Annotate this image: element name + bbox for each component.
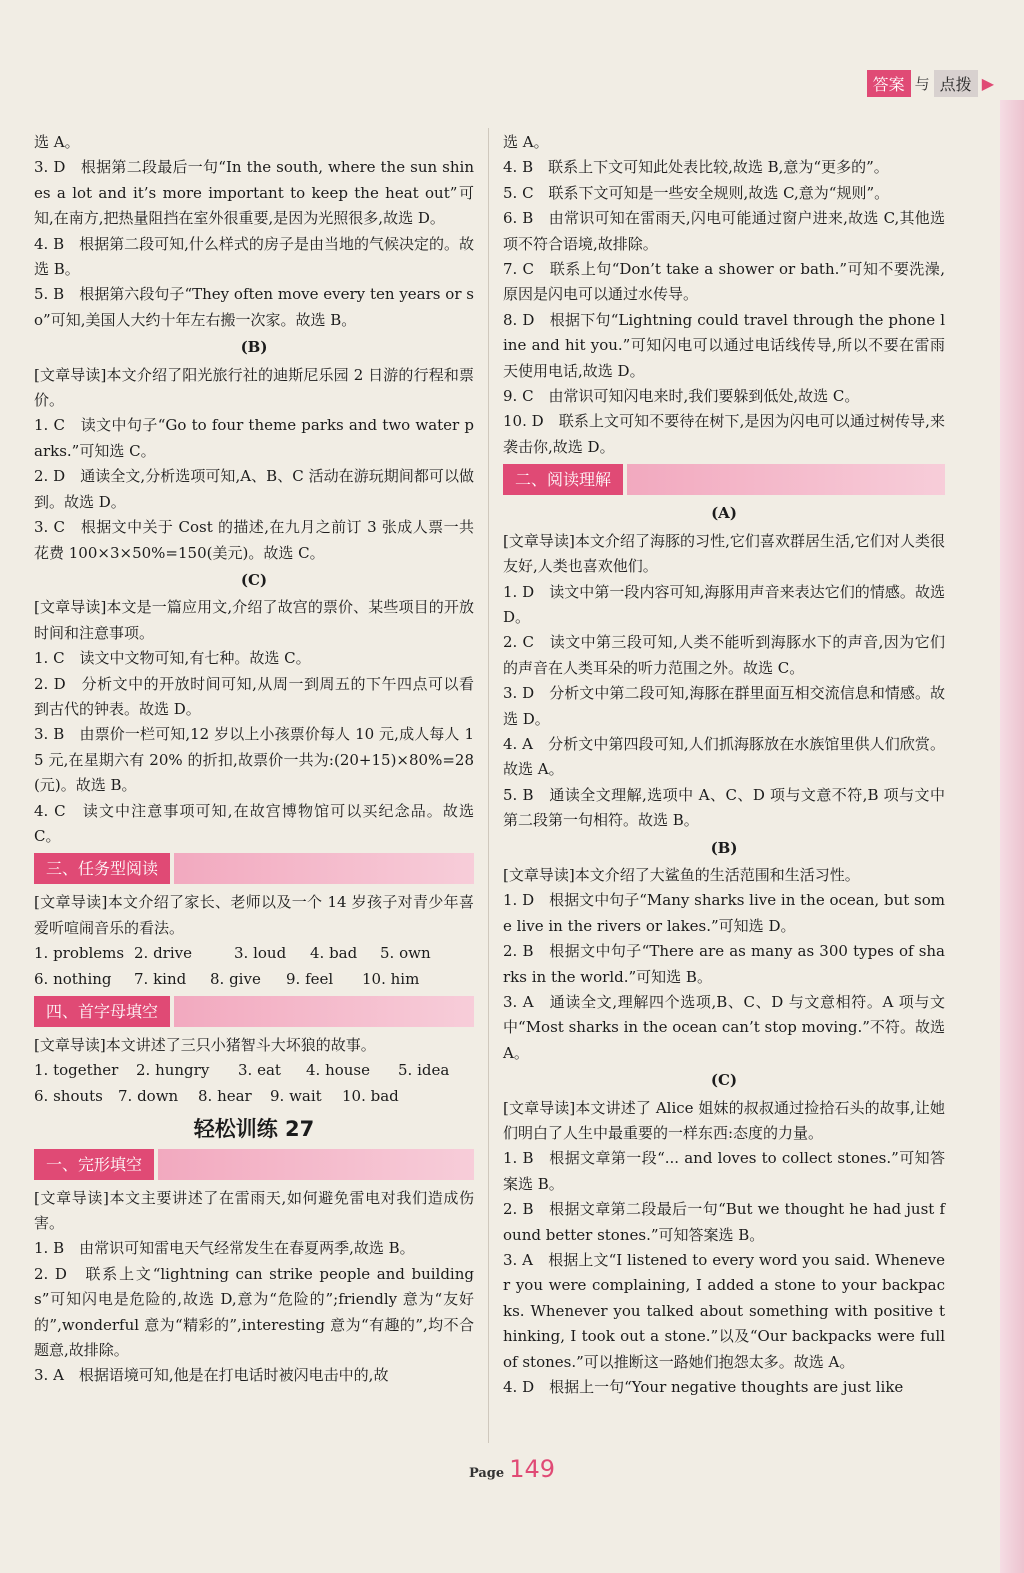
answer-word: 1. together: [34, 1061, 119, 1080]
header-badge: [867, 70, 994, 97]
answer-word: 4. house: [306, 1061, 371, 1080]
page-number: 149: [509, 1455, 556, 1483]
section-bar-fill: [627, 464, 945, 495]
header-tag-answer: 答案: [867, 70, 911, 97]
subsection-label: (B): [710, 838, 738, 857]
answer-item: 2. D 通读全文,分析选项可知,A、B、C 活动在游玩期间都可以做到。故选 D。: [34, 467, 474, 511]
answer-item: 9. C 由常识可知闪电来时,我们要躲到低处,故选 C。: [503, 387, 860, 406]
answer-word: 7. down: [118, 1086, 179, 1105]
answer-word: 8. hear: [198, 1086, 252, 1105]
answer-word-row: [34, 967, 474, 992]
page-footer: [0, 1455, 1024, 1483]
answer-item: 3. C 根据文中关于 Cost 的描述,在九月之前订 3 张成人票一共花费 100×3×50%=150(美元)。故选 C。: [34, 518, 474, 562]
answer-item: 1. D 根据文中句子“Many sharks live in the ocean, but some live in the rivers or lakes.”可知选 D。: [503, 891, 945, 935]
answer-item: 6. B 由常识可知在雷雨天,闪电可能通过窗户进来,故选 C,其他选项不符合语境,故排除。: [503, 209, 945, 253]
right-column: [503, 130, 945, 1401]
answer-item: 4. B 联系上下文可知此处表比较,故选 B,意为“更多的”。: [503, 158, 889, 177]
subsection-label: (C): [710, 1071, 738, 1090]
answer-word: 10. bad: [342, 1086, 399, 1105]
answer-item: 4. A 分析文中第四段可知,人们抓海豚放在水族馆里供人们欣赏。故选 A。: [503, 734, 945, 779]
answer-item: 1. C 读文中文物可知,有七种。故选 C。: [34, 649, 311, 668]
article-guide: [文章导读]本文介绍了家长、老师以及一个 14 岁孩子对青少年喜爱听喧闹音乐的看法。: [34, 893, 474, 937]
answer-item: 4. C 读文中注意事项可知,在故宫博物馆可以买纪念品。故选 C。: [34, 801, 474, 845]
answer-word: 5. idea: [398, 1061, 450, 1080]
answer-item: 5. B 根据第六段句子“They often move every ten years or so”可知,美国人大约十年左右搬一次家。故选 B。: [34, 285, 474, 329]
answer-item: 3. B 由票价一栏可知,12 岁以上小孩票价每人 10 元,成人每人 15 元,在星期六有 20% 的折扣,故票价一共为:(20+15)×80%=28(元)。故选 B。: [34, 725, 474, 795]
answer-item: 3. A 根据语境可知,他是在打电话时被闪电击中的,故: [34, 1366, 389, 1385]
answer-item: 1. B 根据文章第一段“... and loves to collect stones.”可知答案选 B。: [503, 1149, 945, 1193]
answer-word: 9. feel: [286, 969, 334, 988]
answer-item: 5. C 联系下文可知是一些安全规则,故选 C,意为“规则”。: [503, 183, 890, 202]
answer-item: 4. D 根据上一句“Your negative thoughts are just like: [503, 1378, 904, 1397]
subsection-label: (B): [240, 338, 268, 357]
header-tag-hint: 点拨: [934, 70, 978, 97]
left-column: [34, 130, 474, 1389]
section-bar-fill: [174, 996, 474, 1027]
section-title: 一、完形填空: [34, 1149, 154, 1180]
answer-item: 10. D 联系上文可知不要待在树下,是因为闪电可以通过树传导,来袭击你,故选 D。: [503, 412, 945, 456]
answer-word: 5. own: [380, 944, 431, 963]
answer-item: 8. D 根据下句“Lightning could travel through the phone line and hit you.”可知闪电可以通过电话线传导,所以不要在雷雨天使用电话,故选 D。: [503, 310, 945, 380]
column-divider: [488, 128, 489, 1443]
answer-item: 2. B 根据文章第二段最后一句“But we thought he had just found better stones.”可知答案选 B。: [503, 1200, 945, 1244]
answer-word: 2. drive: [134, 944, 193, 963]
answer-line: 选 A。: [34, 133, 80, 151]
answer-item: 3. D 分析文中第二段可知,海豚在群里面互相交流信息和情感。故选 D。: [503, 684, 945, 728]
section-bar-fill: [158, 1149, 474, 1180]
answer-word: 6. shouts: [34, 1086, 103, 1105]
article-guide: [文章导读]本文介绍了大鲨鱼的生活范围和生活习性。: [503, 865, 860, 884]
answer-word: 9. wait: [270, 1086, 322, 1105]
answer-word: 7. kind: [134, 969, 187, 988]
answer-word: 2. hungry: [136, 1061, 210, 1080]
answer-word: 8. give: [210, 969, 261, 988]
section-bar-cloze: [34, 1149, 474, 1180]
answer-line: 选 A。: [503, 133, 549, 151]
answer-item: 2. C 读文中第三段可知,人类不能听到海豚水下的声音,因为它们的声音在人类耳朵的听力范围之外。故选 C。: [503, 633, 945, 677]
header-connector: 与: [914, 75, 930, 93]
answer-item: 1. B 由常识可知雷电天气经常发生在春夏两季,故选 B。: [34, 1239, 415, 1258]
answer-word: 6. nothing: [34, 969, 112, 988]
section-bar-reading: [503, 464, 945, 495]
section-title: 三、任务型阅读: [34, 853, 170, 884]
answer-word: 4. bad: [310, 944, 358, 963]
article-guide: [文章导读]本文是一篇应用文,介绍了故宫的票价、某些项目的开放时间和注意事项。: [34, 598, 474, 642]
article-guide: [文章导读]本文讲述了 Alice 姐妹的叔叔通过捡拾石头的故事,让她们明白了人生中最重要的一样东西:态度的力量。: [503, 1098, 945, 1143]
answer-item: 7. C 联系上句“Don’t take a shower or bath.”可知不要洗澡,原因是闪电可以通过水传导。: [503, 260, 945, 304]
answer-item: 5. B 通读全文理解,选项中 A、C、D 项与文意不符,B 项与文中第二段第一句相符。故选 B。: [503, 785, 945, 830]
lesson-title: 轻松训练 27: [193, 1117, 315, 1142]
answer-item: 2. D 联系上文“lightning can strike people and buildings”可知闪电是危险的,故选 D,意为“危险的”;friendly 意为“友好的”,wonderful 意为“精彩的”,interesting 意为“有趣的”,均不合题意,故排除。: [34, 1264, 474, 1360]
edge-band: [1000, 100, 1024, 1573]
answer-word-row: [34, 1084, 474, 1109]
answer-word: 10. him: [362, 969, 420, 988]
answer-item: 3. A 通读全文,理解四个选项,B、C、D 与文意相符。A 项与文中“Most sharks in the ocean can’t stop moving.”不符。故选 A。: [503, 993, 945, 1062]
section-bar-fill: [174, 853, 474, 884]
article-guide: [文章导读]本文讲述了三只小猪智斗大坏狼的故事。: [34, 1036, 376, 1054]
answer-word-row: [34, 941, 474, 966]
answer-word: 3. loud: [234, 944, 287, 963]
section-bar-task-reading: [34, 853, 474, 884]
section-bar-initial-letter: [34, 996, 474, 1027]
page-label: Page: [468, 1466, 505, 1481]
answer-item: 4. B 根据第二段可知,什么样式的房子是由当地的气候决定的。故选 B。: [34, 234, 474, 279]
section-title: 二、阅读理解: [503, 464, 623, 495]
answer-word-row: [34, 1058, 474, 1083]
article-guide: [文章导读]本文主要讲述了在雷雨天,如何避免雷电对我们造成伤害。: [34, 1188, 474, 1233]
article-guide: [文章导读]本文介绍了阳光旅行社的迪斯尼乐园 2 日游的行程和票价。: [34, 365, 474, 410]
answer-item: 3. D 根据第二段最后一句“In the south, where the sun shines a lot and it’s more important to keep the heat out”可知,在南方,把热量阻挡在室外很重要,是因为光照很多,故选 D。: [34, 158, 474, 228]
subsection-label: (A): [711, 504, 737, 523]
subsection-label: (C): [240, 570, 268, 589]
answer-item: 3. A 根据上文“I listened to every word you said. Whenever you were complaining, I added a stone to your backpacks. Whenever you talked about something with positive thinking, I took out a stone.”以及“Our backpacks were full of stones.”可以推断这一路她们抱怨太多。故选 A。: [503, 1251, 945, 1371]
arrow-icon: ▶: [981, 74, 994, 93]
answer-item: 1. D 读文中第一段内容可知,海豚用声音来表达它们的情感。故选 D。: [503, 582, 945, 626]
article-guide: [文章导读]本文介绍了海豚的习性,它们喜欢群居生活,它们对人类很友好,人类也喜欢他们。: [503, 531, 945, 576]
answer-item: 1. C 读文中句子“Go to four theme parks and two water parks.”可知选 C。: [34, 416, 474, 460]
section-title: 四、首字母填空: [34, 996, 170, 1027]
answer-word: 3. eat: [238, 1061, 281, 1080]
answer-item: 2. D 分析文中的开放时间可知,从周一到周五的下午四点可以看到古代的钟表。故选 D。: [34, 674, 474, 718]
answer-item: 2. B 根据文中句子“There are as many as 300 types of sharks in the world.”可知选 B。: [503, 942, 945, 986]
answer-word: 1. problems: [34, 944, 125, 963]
